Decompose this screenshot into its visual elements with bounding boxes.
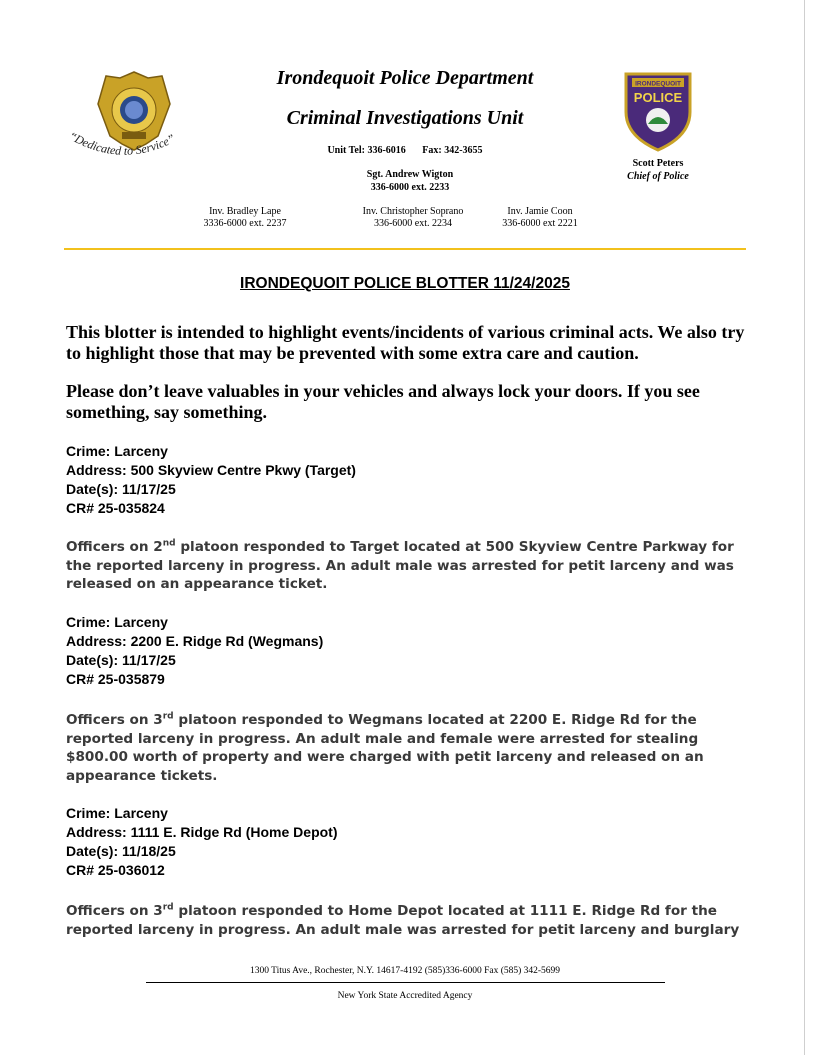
police-shield-icon [622,70,694,152]
chief-name: Scott Peters [632,158,684,169]
unit-phones [200,145,610,156]
department-name: Irondequoit Police Department [276,67,534,89]
crime-type: Crime: Larceny [66,443,168,459]
chief-title: Chief of Police [627,171,689,182]
incident-details [66,442,756,518]
intro-paragraph: Please don’t leave valuables in your vehicles and always lock your doors. If you see something, say something. [66,381,700,422]
sergeant-contact [300,168,520,194]
narrative-text: Officers on 2 [66,539,163,555]
footer-accreditation: New York State Accredited Agency [337,991,473,1001]
investigator-name: Inv. Jamie Coon [507,206,573,217]
ordinal-suffix: nd [162,538,176,549]
narrative-text: Officers on 3 [66,712,163,728]
investigator [470,206,610,230]
crime-type: Crime: Larceny [66,614,168,630]
incident-details [66,613,756,689]
blotter-title: IRONDEQUOIT POLICE BLOTTER 11/24/2025 [240,275,570,292]
motto-text [62,122,202,172]
shield-top-text: IRONDEQUOIT [635,80,681,88]
header-divider [64,248,746,250]
crime-dates: Date(s): 11/18/25 [66,843,176,859]
investigator-phone: 3336-6000 ext. 2237 [203,218,287,229]
intro-paragraph: This blotter is intended to highlight events/incidents of various criminal acts. We also try to highlight those that may be prevented with some extra care and caution. [66,322,745,363]
unit-name: Criminal Investigations Unit [286,107,524,129]
ordinal-suffix: rd [162,711,174,722]
sergeant-name: Sgt. Andrew Wigton [366,169,454,180]
investigator-phone: 336-6000 ext 2221 [502,218,578,229]
investigator [175,206,315,230]
crime-address: Address: 1111 E. Ridge Rd (Home Depot) [66,824,338,840]
sergeant-phone: 336-6000 ext. 2233 [370,182,450,193]
crime-dates: Date(s): 11/17/25 [66,652,176,668]
unit-fax: Fax: 342-3655 [422,145,483,156]
narrative-text: platoon responded to Home Depot located at 1111 E. Ridge Rd for the reported larceny in progress. An adult male was arrested for petit larceny and burglary [66,903,740,938]
page-edge [804,0,805,1055]
crime-dates: Date(s): 11/17/25 [66,481,176,497]
unit-tel: Unit Tel: 336-6016 [327,145,406,156]
shield-word-text: POLICE [633,90,683,105]
footer-address: 1300 Titus Ave., Rochester, N.Y. 14617-4192 (585)336-6000 Fax (585) 342-5699 [249,966,561,976]
crime-type: Crime: Larceny [66,805,168,821]
incident-narrative [66,902,756,939]
crime-address: Address: 2200 E. Ridge Rd (Wegmans) [66,633,324,649]
incident-narrative [66,538,756,594]
investigator-name: Inv. Christopher Soprano [362,206,464,217]
narrative-text: platoon responded to Target located at 500 Skyview Centre Parkway for the reported larceny in progress. An adult male was arrested for petit larceny and was released on an appearance ticket. [66,539,734,592]
incident-narrative [66,711,756,785]
crime-address: Address: 500 Skyview Centre Pkwy (Target) [66,462,356,478]
chief-contact [598,157,718,183]
investigator-phone: 336-6000 ext. 2234 [373,218,453,229]
svg-text:“Dedicated to Service”: “Dedicated to Service” [66,128,178,158]
ordinal-suffix: rd [162,902,174,913]
investigator-name: Inv. Bradley Lape [209,206,281,217]
incident-details [66,804,756,880]
crime-report-number: CR# 25-036012 [66,862,165,878]
crime-report-number: CR# 25-035824 [66,500,165,516]
investigator [343,206,483,230]
footer-divider [146,982,665,983]
crime-report-number: CR# 25-035879 [66,671,165,687]
narrative-text: platoon responded to Wegmans located at 2200 E. Ridge Rd for the reported larceny in progress. An adult male and female were arrested for stealing $800.00 worth of property and were charged with petit larceny and released on an appearance tickets. [66,712,704,784]
narrative-text: Officers on 3 [66,903,163,919]
